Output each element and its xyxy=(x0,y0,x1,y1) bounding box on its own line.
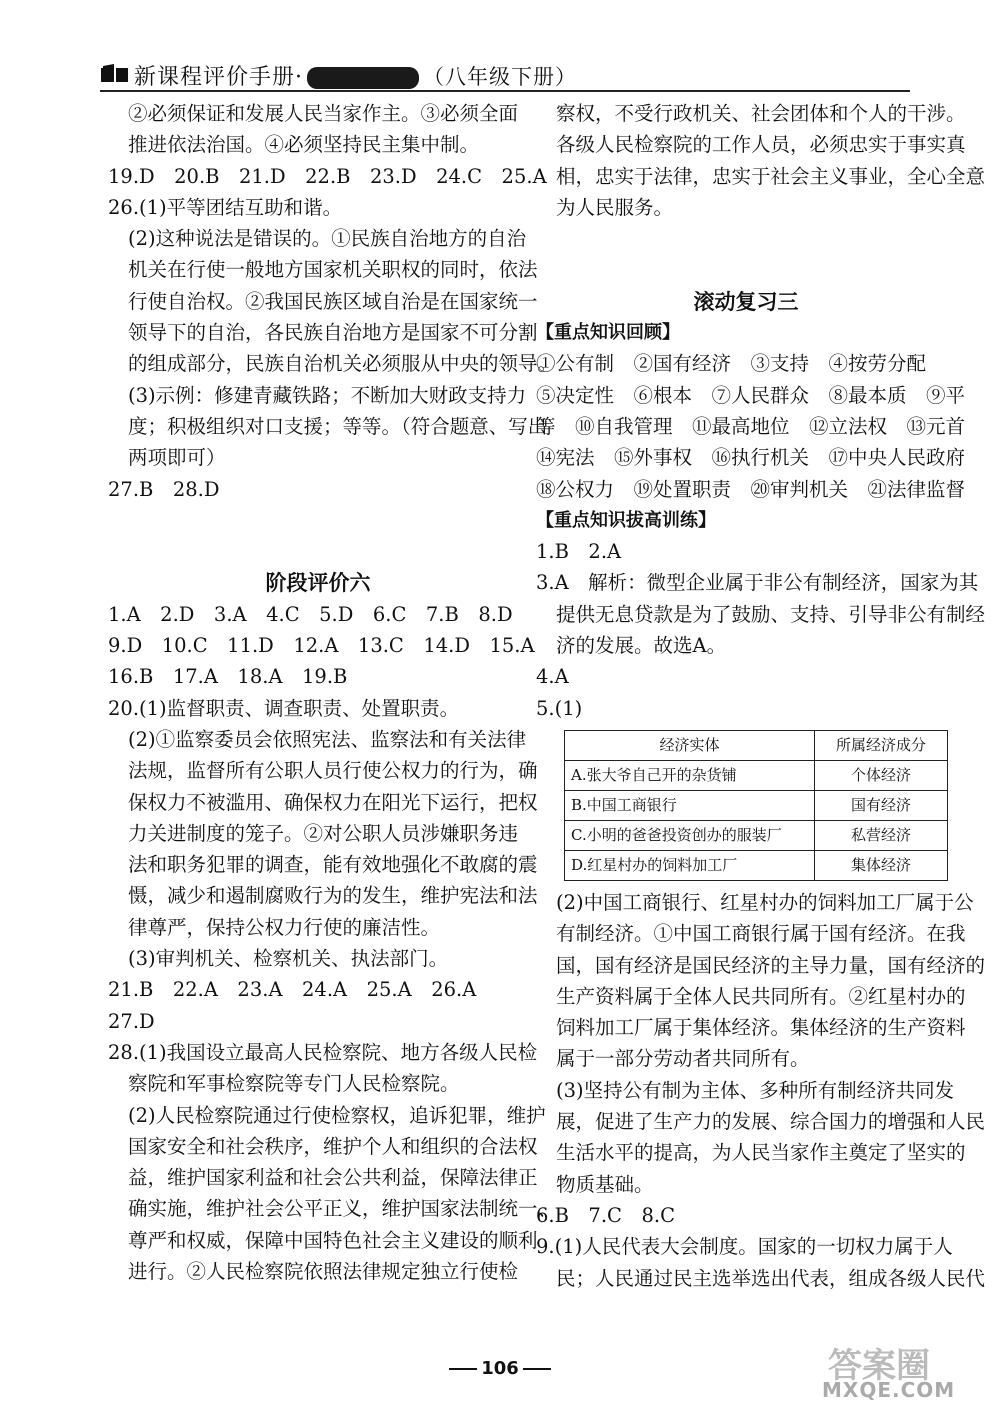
text-line: 慑，减少和遏制腐败行为的发生，维护宪法和法 xyxy=(128,884,538,908)
text-line: 属于一部分劳动者共同所有。 xyxy=(556,1047,810,1071)
table-cell-entity: B.中国工商银行 xyxy=(565,790,815,820)
footer-ornament-left xyxy=(449,1368,477,1370)
text-line: 19.D 20.B 21.D 22.B 23.D 24.C 25.A xyxy=(108,164,547,188)
header-title-line xyxy=(134,60,577,91)
text-line xyxy=(108,505,528,536)
text-line: 20.(1)监督职责、调查职责、处置职责。 xyxy=(108,696,460,720)
table-cell-entity: D.红星村办的饲料加工厂 xyxy=(565,850,815,880)
text-line: 1.B 2.A xyxy=(536,540,622,564)
text-line: 5.(1) xyxy=(536,696,583,720)
text-line: 提供无息贷款是为了鼓励、支持、引导非公有制经 xyxy=(556,602,986,626)
table-cell-entity: A.张大爷自己开的杂货铺 xyxy=(565,760,815,790)
text-line: 饲料加工厂属于集体经济。集体经济的生产资料 xyxy=(556,1016,966,1040)
text-line: 16.B 17.A 18.A 19.B xyxy=(108,665,348,689)
section-subheading: 【重点知识拔高训练】 xyxy=(536,509,716,531)
table-cell-entity: C.小明的爸爸投资创办的服装厂 xyxy=(565,820,815,850)
text-line: 1.A 2.D 3.A 4.C 5.D 6.C 7.B 8.D xyxy=(108,602,513,626)
grade-label: （八年级下册） xyxy=(423,65,577,89)
text-line: 度；积极组织对口支援；等等。（符合题意、写出 xyxy=(128,414,548,438)
table-row xyxy=(565,760,948,790)
table-cell-kind: 国有经济 xyxy=(815,790,948,820)
text-line: 3.A 解析：微型企业属于非公有制经济，国家为其 xyxy=(536,571,979,595)
text-line: 26.(1)平等团结互助和谐。 xyxy=(108,195,343,219)
section-subheading: 【重点知识回顾】 xyxy=(536,322,680,344)
right-column xyxy=(536,98,986,1294)
text-line xyxy=(108,536,528,567)
text-line: (2)①监察委员会依照宪法、监察法和有关法律 xyxy=(128,727,527,751)
text-line: 4.A xyxy=(536,665,569,689)
left-column xyxy=(108,98,558,1287)
text-line: 相，忠实于法律，忠实于社会主义事业，全心全意 xyxy=(556,164,986,188)
table-cell-kind: 私营经济 xyxy=(815,820,948,850)
text-line: 推进依法治国。④必须坚持民主集中制。 xyxy=(128,133,480,157)
book-title: 新课程评价手册· xyxy=(134,65,303,90)
text-line: 为人民服务。 xyxy=(556,195,674,219)
text-line: 法和职务犯罪的调查，能有效地强化不敢腐的震 xyxy=(128,853,538,877)
text-line: 展，促进了生产力的发展、综合国力的增强和人民 xyxy=(556,1110,986,1134)
text-line: ⑱公权力 ⑲处置职责 ⑳审判机关 ㉑法律监督 xyxy=(536,477,966,501)
text-line: 27.D xyxy=(108,1009,155,1033)
text-line: ②必须保证和发展人民当家作主。③必须全面 xyxy=(128,102,519,125)
text-line: (2)人民检察院通过行使检察权，追诉犯罪，维护 xyxy=(128,1103,546,1127)
text-line xyxy=(536,254,956,285)
text-line: (3)审判机关、检察机关、执法部门。 xyxy=(128,947,449,971)
text-line: 物质基础。 xyxy=(556,1172,654,1196)
text-line: 9.(1)人民代表大会制度。国家的一切权力属于人 xyxy=(536,1235,953,1259)
watermark-logo: 答案圈 xyxy=(828,1346,930,1386)
text-line: 行使自治权。②我国民族区域自治是在国家统一 xyxy=(128,289,538,313)
text-line: 力关进制度的笼子。②对公职人员涉嫌职务违 xyxy=(128,821,519,845)
footer-ornament-right xyxy=(523,1368,551,1370)
text-line: (3)示例：修建青藏铁路；不断加大财政支持力 xyxy=(128,383,527,407)
text-line: 保权力不被滥用、确保权力在阳光下运行，把权 xyxy=(128,790,538,814)
text-line: 机关在行使一般地方国家机关职权的同时，依法 xyxy=(128,258,538,282)
text-line: 各级人民检察院的工作人员，必须忠实于事实真 xyxy=(556,133,966,157)
economy-table xyxy=(564,730,948,881)
text-line: 察权，不受行政机关、社会团体和个人的干涉。 xyxy=(556,102,966,125)
table-row xyxy=(565,850,948,880)
page-footer xyxy=(440,1358,560,1379)
table-cell-kind: 个体经济 xyxy=(815,760,948,790)
right-column-bottom xyxy=(536,887,986,1294)
text-line: 等 ⑩自我管理 ⑪最高地位 ⑫立法权 ⑬元首 xyxy=(536,414,966,438)
text-line: 国家安全和社会秩序，维护个人和组织的合法权 xyxy=(128,1134,538,1158)
right-column-top xyxy=(536,98,986,724)
text-line: 济的发展。故选A。 xyxy=(556,634,727,658)
text-line xyxy=(536,223,956,254)
text-line: (3)坚持公有制为主体、多种所有制经济共同发 xyxy=(556,1078,955,1102)
section-title: 滚动复习三 xyxy=(693,288,799,314)
text-line: 21.B 22.A 23.A 24.A 25.A 26.A xyxy=(108,978,477,1002)
page-header xyxy=(100,58,910,92)
text-line: 民；人民通过民主选举选出代表，组成各级人民代 xyxy=(556,1266,986,1290)
table-header-row xyxy=(565,730,948,760)
text-line: (2)中国工商银行、红星村办的饲料加工厂属于公 xyxy=(556,890,974,914)
text-line: ⑤决定性 ⑥根本 ⑦人民群众 ⑧最本质 ⑨平 xyxy=(536,383,966,407)
text-line: 进行。②人民检察院依照法律规定独立行使检 xyxy=(128,1259,519,1283)
table-row xyxy=(565,820,948,850)
text-line: 律尊严，保持公权力行使的廉洁性。 xyxy=(128,915,441,939)
text-line: (2)这种说法是错误的。①民族自治地方的自治 xyxy=(128,227,527,251)
text-line: 尊严和权威，保障中国特色社会主义建设的顺利 xyxy=(128,1228,538,1252)
page-number: 106 xyxy=(481,1358,519,1379)
text-line: 领导下的自治，各民族自治地方是国家不可分割 xyxy=(128,321,538,345)
text-line: 生活水平的提高，为人民当家作主奠定了坚实的 xyxy=(556,1141,966,1165)
text-line: 28.(1)我国设立最高人民检察院、地方各级人民检 xyxy=(108,1040,538,1064)
table-row xyxy=(565,790,948,820)
text-line: 察院和军事检察院等专门人民检察院。 xyxy=(128,1072,460,1096)
text-line: 生产资料属于全体人民共同所有。②红星村办的 xyxy=(556,984,966,1008)
table-header-entity: 经济实体 xyxy=(565,730,815,760)
table-cell-kind: 集体经济 xyxy=(815,850,948,880)
watermark xyxy=(822,1338,992,1400)
text-line: 确实施，维护社会公平正义，维护国家法制统一、 xyxy=(128,1197,558,1221)
text-line: 益，维护国家利益和社会公共利益，保障法律正 xyxy=(128,1166,538,1190)
text-line: 有制经济。①中国工商银行属于国有经济。在我 xyxy=(556,922,966,946)
text-line: 27.B 28.D xyxy=(108,477,220,501)
text-line: ⑭宪法 ⑮外事权 ⑯执行机关 ⑰中央人民政府 xyxy=(536,446,966,470)
text-line: 9.D 10.C 11.D 12.A 13.C 14.D 15.A xyxy=(108,634,535,658)
text-line: 国，国有经济是国民经济的主导力量，国有经济的 xyxy=(556,953,986,977)
text-line: 法规，监督所有公职人员行使公权力的行为，确 xyxy=(128,759,538,783)
text-line: 两项即可） xyxy=(128,446,226,470)
book-logo-icon xyxy=(100,62,130,84)
text-line: 的组成部分，民族自治机关必须服从中央的领导。 xyxy=(128,352,558,376)
table-header-kind: 所属经济成分 xyxy=(815,730,948,760)
series-logo xyxy=(307,67,419,89)
section-title: 阶段评价六 xyxy=(265,570,371,596)
text-line: 6.B 7.C 8.C xyxy=(536,1203,675,1227)
watermark-text: MXQE.COM xyxy=(822,1378,956,1402)
text-line: ①公有制 ②国有经济 ③支持 ④按劳分配 xyxy=(536,352,927,376)
